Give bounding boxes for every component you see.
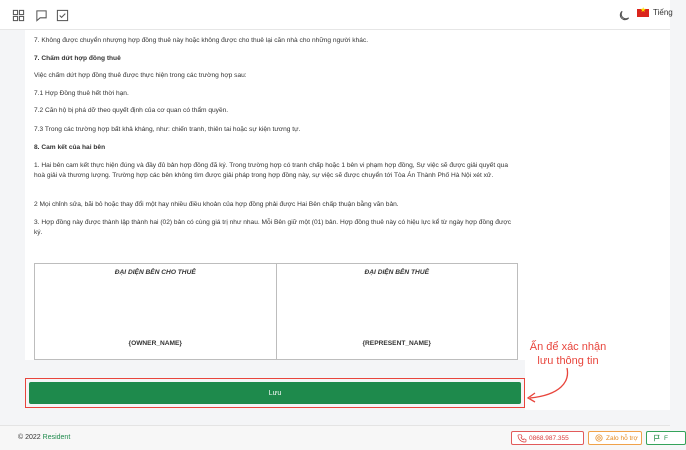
- footer: [0, 425, 670, 450]
- chat-icon[interactable]: [34, 8, 48, 22]
- copyright: [18, 434, 70, 441]
- owner-name-placeholder: {OWNER_NAME}: [128, 340, 182, 347]
- save-highlight-frame: [25, 378, 525, 408]
- zalo-label: Zalo hỗ trợ: [606, 434, 638, 442]
- facebook-button[interactable]: [646, 431, 686, 445]
- grid-icon[interactable]: [11, 8, 25, 22]
- callout-line-1: Ấn để xác nhận: [529, 341, 607, 353]
- clause-paragraph: 7. Không được chuyển nhượng hợp đồng thuê này hoặc không được cho thuê lại căn nhà cho những người khác.: [34, 37, 369, 44]
- callout-arrow-icon: [520, 362, 580, 407]
- signature-table: [34, 263, 518, 360]
- section-heading: 8. Cam kết của hai bên: [34, 144, 106, 151]
- clause-paragraph: 1. Hai bên cam kết thực hiện đúng và đầy đủ bản hợp đồng đã ký. Trong trường hợp có tranh chấp hoặc 1 bên vi phạm hợp đồng, Sự việc sẽ được giải quyết qua hoà giải và thương lượng. Trường hợp các bên không tìm được giải pháp trong hợp đồng này, sự việc sẽ được chuyển tới Tòa Án Thành Phố Hà Nội xét xử.: [34, 162, 509, 179]
- clause-paragraph: 3. Hợp đồng này được thành lập thành hai (02) bản có cùng giá trị như nhau. Mỗi Bên giữ một (01) bản. Hợp đồng thuê này có hiệu lực kể từ ngày hợp đồng được ký.: [34, 219, 511, 236]
- clause-paragraph: 7.2 Căn hộ bị phá dỡ theo quyết định của cơ quan có thẩm quyền.: [34, 107, 229, 114]
- represent-name-placeholder: {REPRESENT_NAME}: [362, 340, 432, 347]
- lessor-title: ĐẠI DIỆN BÊN CHO THUÊ: [114, 269, 196, 276]
- top-bar: [0, 0, 673, 30]
- clause-paragraph: Việc chấm dứt hợp đồng thuê được thực hiện trong các trường hợp sau:: [34, 72, 247, 79]
- hotline-number: 0868.987.355: [529, 434, 569, 442]
- flag-icon: [653, 434, 661, 442]
- language-selector[interactable]: [637, 8, 673, 17]
- support-icon: [595, 434, 603, 442]
- zalo-support-button[interactable]: [588, 431, 642, 445]
- callout-line-2: lưu thông tin: [537, 355, 599, 367]
- clause-paragraph: 7.1 Hợp Đồng thuê hết thời hạn.: [34, 90, 129, 97]
- lessee-title: ĐẠI DIỆN BÊN THUÊ: [364, 269, 429, 276]
- brand-link[interactable]: Resident: [42, 434, 71, 441]
- save-button[interactable]: Lưu: [29, 382, 521, 404]
- lessee-signature-cell: [276, 264, 518, 359]
- clause-paragraph: 7.3 Trong các trường hợp bất khả kháng, như: chiến tranh, thiên tai hoặc sự kiện tương tự.: [34, 126, 301, 133]
- left-gutter: [0, 30, 25, 410]
- checklist-icon[interactable]: [55, 8, 69, 22]
- contract-document: [25, 30, 525, 360]
- section-heading: 7. Chấm dứt hợp đồng thuê: [34, 55, 121, 62]
- clause-paragraph: 2 Mọi chỉnh sửa, bãi bỏ hoặc thay đổi một hay nhiều điều khoản của hợp đồng phải được Hai Bên chấp thuận bằng văn bản.: [34, 201, 399, 208]
- facebook-label: F: [664, 434, 668, 442]
- copyright-text: © 2022: [18, 434, 41, 441]
- lessor-signature-cell: [35, 264, 276, 359]
- phone-icon: [518, 434, 526, 442]
- hotline-button[interactable]: [511, 431, 584, 445]
- language-label: Tiếng: [653, 8, 673, 17]
- dark-mode-moon-icon[interactable]: [617, 8, 631, 22]
- vietnam-flag-icon: [637, 9, 649, 17]
